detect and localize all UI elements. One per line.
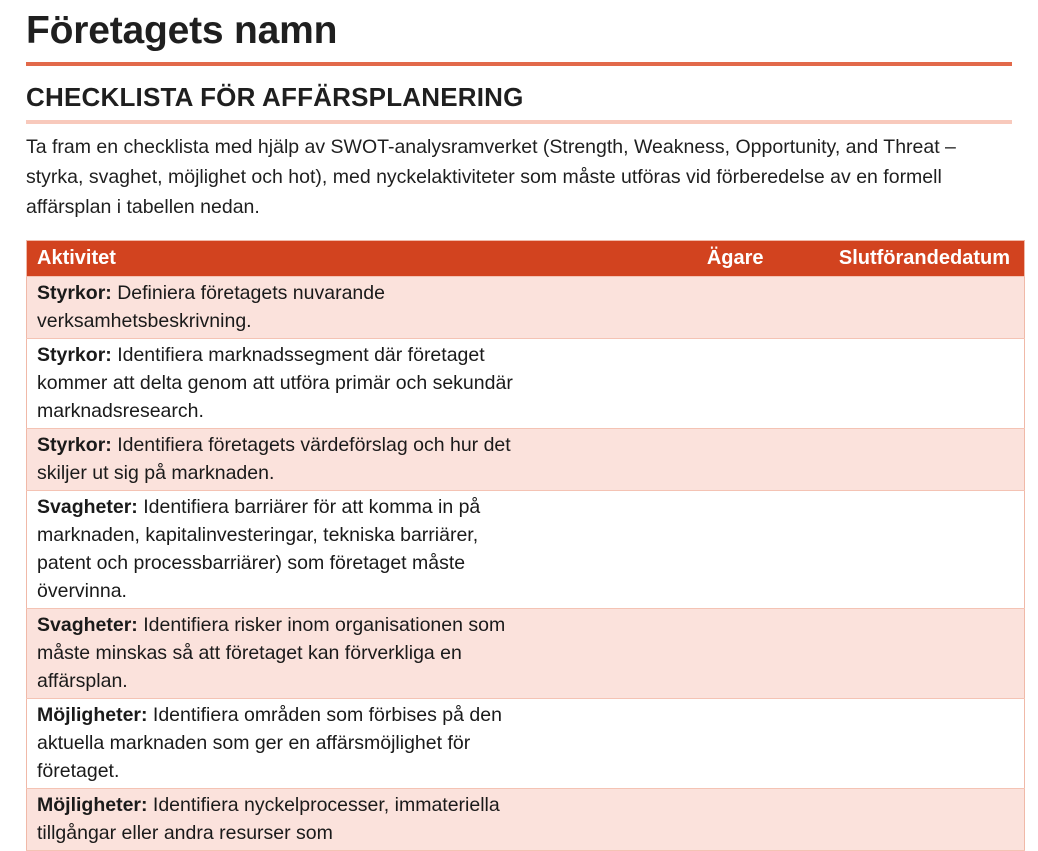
cell-activity[interactable]: [27, 789, 532, 851]
cell-activity[interactable]: [27, 491, 532, 609]
activity-text: Identifiera nyckelprocesser, immateriella tillgångar eller andra resurser som: [37, 794, 500, 844]
activity-category-label: Styrkor:: [37, 282, 112, 304]
table-row[interactable]: [27, 491, 1025, 609]
activity-category-label: Möjligheter:: [37, 794, 148, 816]
section-title: CHECKLISTA FÖR AFFÄRSPLANERING: [26, 82, 524, 112]
cell-owner[interactable]: [531, 339, 777, 429]
activity-text: Definiera företagets nuvarande verksamhetsbeskrivning.: [37, 282, 385, 332]
table-header-row: [27, 241, 1025, 277]
cell-owner[interactable]: [531, 429, 777, 491]
cell-activity[interactable]: [27, 609, 532, 699]
cell-owner[interactable]: [531, 277, 777, 339]
cell-activity[interactable]: [27, 277, 532, 339]
cell-owner[interactable]: [531, 609, 777, 699]
cell-completion-date[interactable]: [778, 429, 1025, 491]
table-row[interactable]: [27, 339, 1025, 429]
activity-text: Identifiera risker inom organisationen som måste minskas så att företaget kan förverkliga en affärsplan.: [37, 614, 506, 692]
cell-owner[interactable]: [531, 491, 777, 609]
table-row[interactable]: [27, 609, 1025, 699]
activity-text: Identifiera marknadssegment där företaget kommer att delta genom att utföra primär och sekundär marknadsresearch.: [37, 344, 513, 422]
table-body: [27, 277, 1025, 851]
activity-category-label: Styrkor:: [37, 434, 112, 456]
page-title: Företagets namn: [26, 9, 338, 52]
activity-category-label: Styrkor:: [37, 344, 112, 366]
cell-activity[interactable]: [27, 699, 532, 789]
column-header-owner: Ägare: [531, 241, 777, 277]
activity-text: Identifiera företagets värdeförslag och hur det skiljer ut sig på marknaden.: [37, 434, 511, 484]
cell-activity[interactable]: [27, 429, 532, 491]
cell-owner[interactable]: [531, 699, 777, 789]
column-header-completion-date: Slutförandedatum: [778, 241, 1025, 277]
column-header-activity: Aktivitet: [27, 241, 532, 277]
cell-owner[interactable]: [531, 789, 777, 851]
table-row[interactable]: [27, 789, 1025, 851]
table-row[interactable]: [27, 429, 1025, 491]
activity-text: Identifiera områden som förbises på den aktuella marknaden som ger en affärsmöjlighet för företaget.: [37, 704, 502, 782]
cell-completion-date[interactable]: [778, 277, 1025, 339]
cell-completion-date[interactable]: [778, 699, 1025, 789]
table-header: [27, 241, 1025, 277]
cell-completion-date[interactable]: [778, 491, 1025, 609]
activity-category-label: Svagheter:: [37, 614, 138, 636]
activity-text: Identifiera barriärer för att komma in på marknaden, kapitalinvesteringar, tekniska barriärer, patent och processbarriärer) som företaget måste övervinna.: [37, 496, 481, 602]
cell-activity[interactable]: [27, 339, 532, 429]
table-row[interactable]: [27, 699, 1025, 789]
checklist-table: [26, 240, 1025, 851]
checklist-table-container: [26, 240, 1025, 851]
intro-paragraph: Ta fram en checklista med hjälp av SWOT-analysramverket (Strength, Weakness, Opportunity, and Threat – styrka, svaghet, möjlighet och hot), med nyckelaktiviteter som måste utföras vid förberedelse av en formell affärsplan i tabellen nedan.: [26, 136, 956, 218]
activity-category-label: Möjligheter:: [37, 704, 148, 726]
activity-category-label: Svagheter:: [37, 496, 138, 518]
cell-completion-date[interactable]: [778, 609, 1025, 699]
cell-completion-date[interactable]: [778, 339, 1025, 429]
cell-completion-date[interactable]: [778, 789, 1025, 851]
table-row[interactable]: [27, 277, 1025, 339]
